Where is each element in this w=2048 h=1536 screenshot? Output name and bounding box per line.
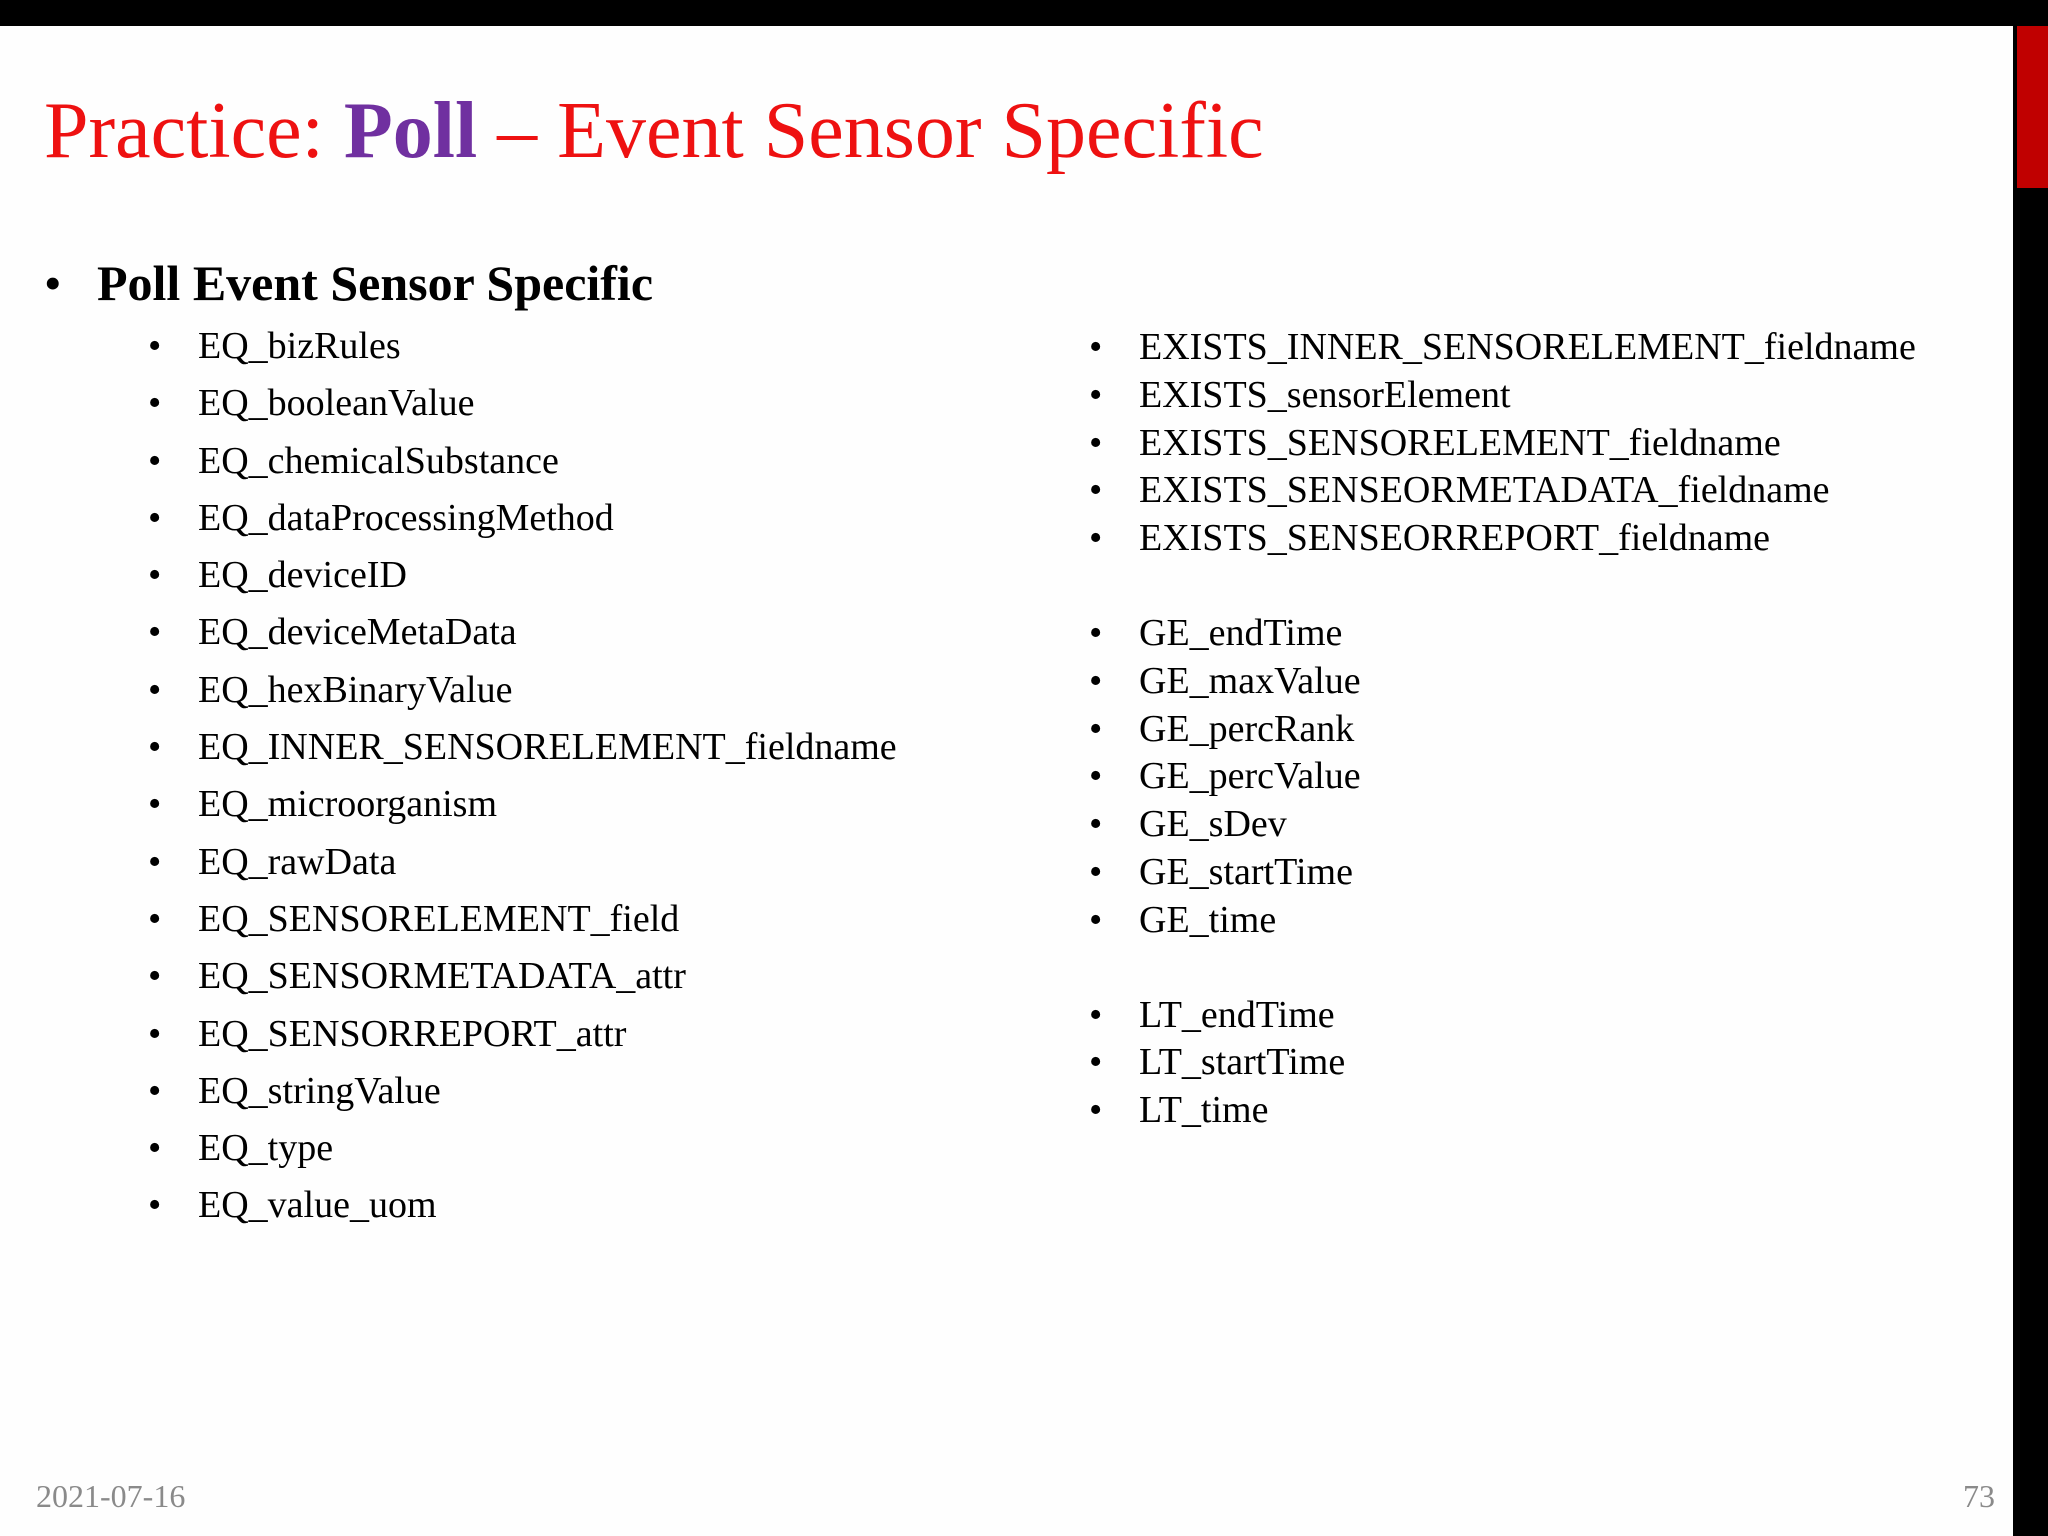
list-item: • EQ_bizRules <box>148 318 897 375</box>
title-prefix: Practice: <box>44 87 344 175</box>
list-item: • EQ_rawData <box>148 834 897 891</box>
title-suffix: – Event Sensor Specific <box>477 87 1264 175</box>
list-item: • LT_startTime <box>1089 1039 1916 1087</box>
list-item: • EXISTS_SENSEORMETADATA_fieldname <box>1089 467 1916 515</box>
list-item: • EXISTS_INNER_SENSORELEMENT_fieldname <box>1089 324 1916 372</box>
list-item: • EQ_SENSORREPORT_attr <box>148 1006 897 1063</box>
list-item: • EQ_SENSORMETADATA_attr <box>148 948 897 1005</box>
list-item: • EQ_dataProcessingMethod <box>148 490 897 547</box>
list-item: • EXISTS_SENSEORREPORT_fieldname <box>1089 515 1916 563</box>
list-item: • GE_percValue <box>1089 753 1916 801</box>
list-item: • EXISTS_SENSORELEMENT_fieldname <box>1089 420 1916 468</box>
list-item: • GE_maxValue <box>1089 658 1916 706</box>
list-item: • EQ_stringValue <box>148 1063 897 1120</box>
main-bullet-symbol: • <box>44 255 62 311</box>
list-item: • EQ_SENSORELEMENT_field <box>148 891 897 948</box>
list-item: • EQ_booleanValue <box>148 375 897 432</box>
list-item: • GE_endTime <box>1089 610 1916 658</box>
main-bullet <box>44 248 653 318</box>
page-number: 73 <box>1963 1478 1995 1514</box>
accent-bar <box>2017 26 2048 188</box>
slide-right-frame <box>2013 26 2048 1536</box>
list-item: • GE_sDev <box>1089 801 1916 849</box>
list-item: • GE_startTime <box>1089 849 1916 897</box>
list-item: • GE_percRank <box>1089 706 1916 754</box>
list-item: • EQ_microorganism <box>148 776 897 833</box>
list-item: • GE_time <box>1089 897 1916 945</box>
footer-date: 2021-07-16 <box>36 1478 186 1514</box>
right-filter-list <box>1089 324 1916 1135</box>
list-item: • EQ_chemicalSubstance <box>148 433 897 490</box>
main-bullet-text: Poll Event Sensor Specific <box>97 255 654 311</box>
list-item: • EQ_value_uom <box>148 1177 897 1234</box>
list-item: • LT_time <box>1089 1087 1916 1135</box>
list-item: • EQ_INNER_SENSORELEMENT_fieldname <box>148 719 897 776</box>
slide-title <box>44 66 1264 196</box>
left-filter-list <box>148 318 897 1235</box>
title-highlight: Poll <box>343 87 478 175</box>
slide <box>0 26 2013 1536</box>
list-item: • LT_endTime <box>1089 992 1916 1040</box>
list-item: • EQ_hexBinaryValue <box>148 662 897 719</box>
list-item: • EQ_deviceID <box>148 547 897 604</box>
list-item: • EQ_deviceMetaData <box>148 604 897 661</box>
list-item: • EXISTS_sensorElement <box>1089 372 1916 420</box>
list-item: • EQ_type <box>148 1120 897 1177</box>
